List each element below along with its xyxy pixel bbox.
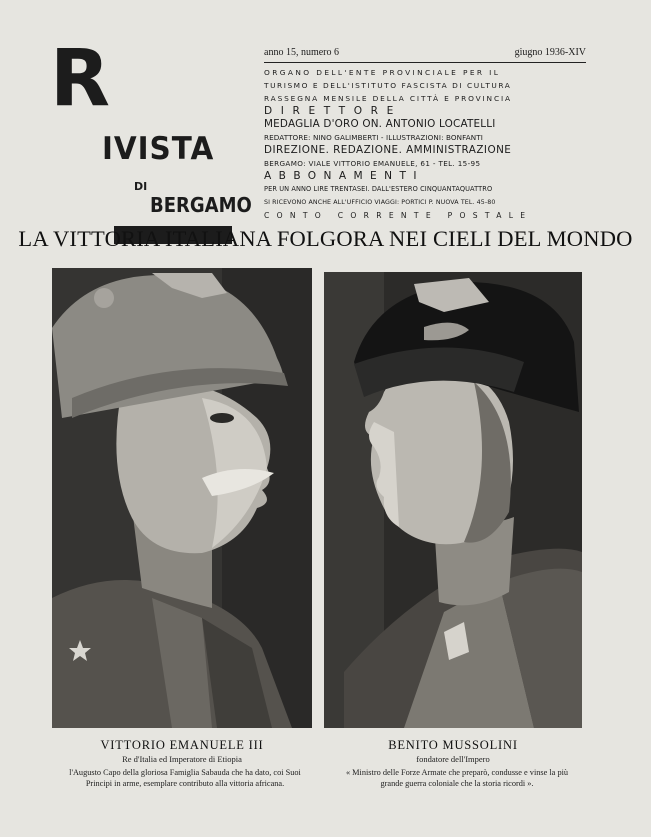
info-line-director-heading: DIRETTORE: [264, 105, 402, 117]
info-line: MEDAGLIA D'ORO ON. ANTONIO LOCATELLI: [264, 118, 496, 130]
info-line: TURISMO E DELL'ISTITUTO FASCISTA DI CULTURA: [264, 81, 512, 90]
info-line-subscriptions-heading: ABBONAMENTI: [264, 170, 424, 182]
portrait-right-illustration: [324, 272, 582, 728]
caption-right-desc-line: grande guerra coloniale che la storia ricordi ».: [380, 779, 534, 788]
logo-word-bergamo: BERGAMO: [150, 193, 252, 217]
cover-headline: LA VITTORIA ITALIANA FOLGORA NEI CIELI DEL MONDO: [18, 226, 633, 251]
caption-left-desc-line: l'Augusto Capo della gloriosa Famiglia Sabauda che ha dato, coi Suoi: [69, 768, 301, 777]
publication-info: [264, 66, 586, 222]
issue-number: anno 15, numero 6: [264, 47, 339, 58]
info-line: DIREZIONE. REDAZIONE. AMMINISTRAZIONE: [264, 144, 512, 156]
portrait-photo-right: [324, 272, 582, 728]
info-line: SI RICEVONO ANCHE ALL'UFFICIO VIAGGI: PORTICI P. NUOVA TEL. 45-80: [264, 199, 496, 206]
caption-right-description: [312, 767, 602, 789]
info-line: REDATTORE: NINO GALIMBERTI - ILLUSTRAZIONI: BONFANTI: [264, 133, 483, 142]
logo-word-ivista: IVISTA: [102, 131, 215, 167]
info-line: CONTO CORRENTE POSTALE: [264, 211, 533, 220]
portrait-photo-left: [52, 268, 312, 728]
info-line: ORGANO DELL'ENTE PROVINCIALE PER IL: [264, 68, 501, 77]
info-line: PER UN ANNO LIRE TRENTASEI. DALL'ESTERO CINQUANTAQUATTRO: [264, 185, 493, 193]
caption-right-name: BENITO MUSSOLINI: [388, 738, 518, 752]
portrait-left-illustration: [52, 268, 312, 728]
header-rule: [264, 62, 586, 63]
logo-letter-r: R: [50, 34, 109, 124]
caption-left-description: [40, 767, 330, 789]
info-line: RASSEGNA MENSILE DELLA CITTÀ E PROVINCIA: [264, 94, 512, 103]
caption-left-name: VITTORIO EMANUELE III: [100, 738, 264, 752]
caption-right-title: fondatore dell'Impero: [416, 754, 490, 764]
info-line: BERGAMO: VIALE VITTORIO EMANUELE, 61 - TEL. 15-95: [264, 159, 481, 168]
masthead-logo: [50, 34, 252, 217]
issue-date: giugno 1936-XIV: [514, 47, 586, 58]
logo-word-di: DI: [134, 180, 148, 193]
caption-right-desc-line: « Ministro delle Forze Armate che preparò, condusse e vinse la più: [345, 768, 569, 777]
caption-left-title: Re d'Italia ed Imperatore di Etiopia: [122, 754, 242, 764]
caption-left-desc-line: Principi in arme, esemplare contributo alla vittoria africana.: [85, 779, 285, 788]
